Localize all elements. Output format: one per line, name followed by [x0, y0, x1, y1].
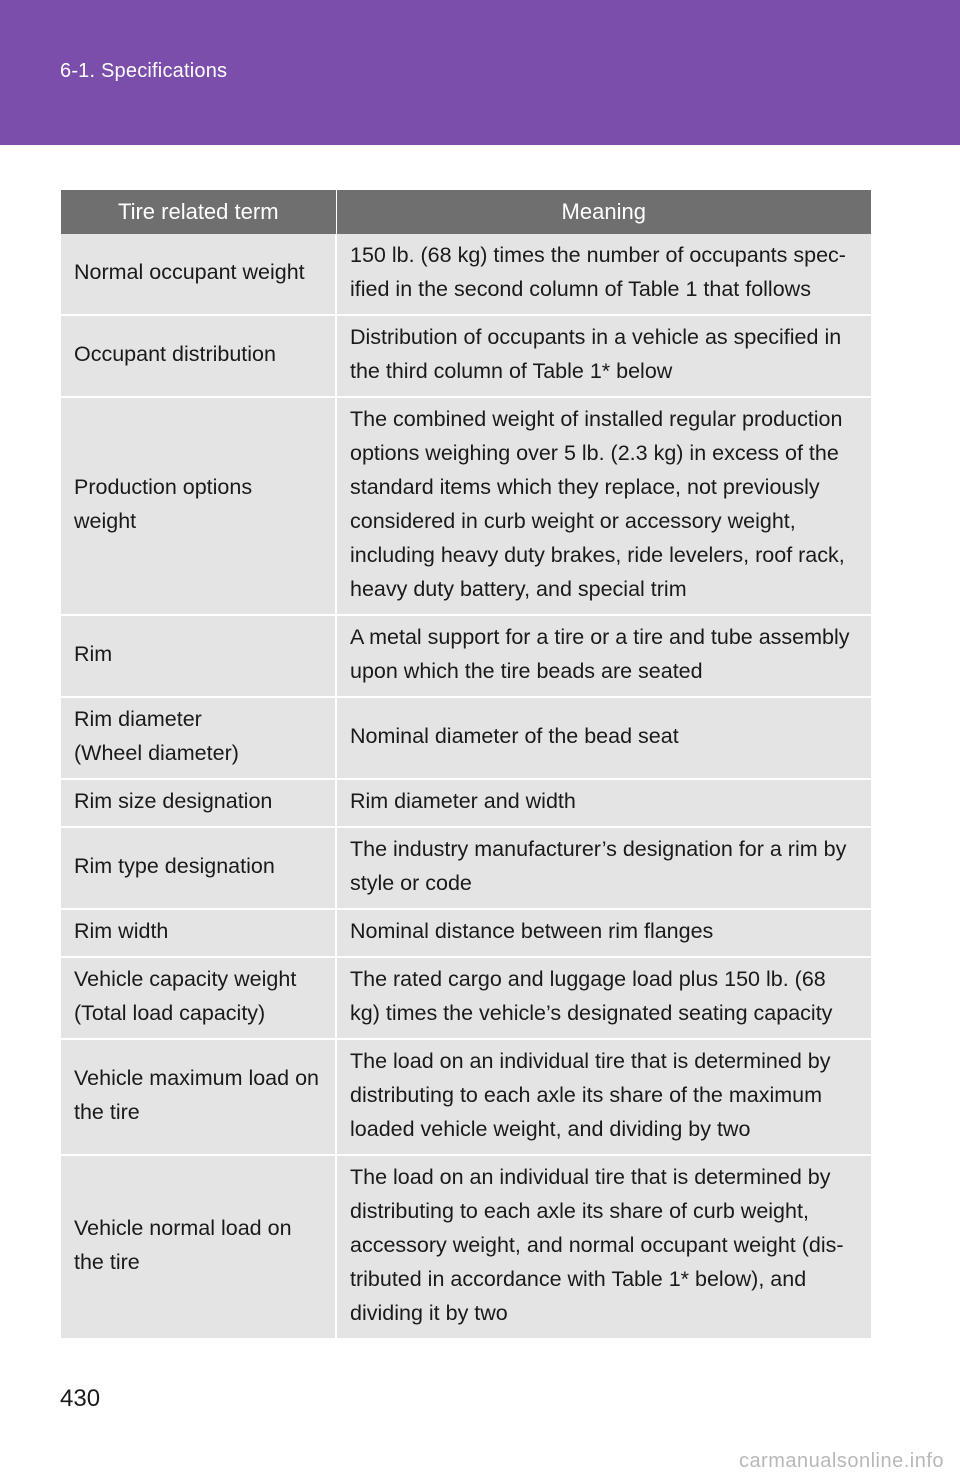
column-header-meaning: Meaning: [336, 190, 871, 234]
table-header-row: [61, 190, 871, 234]
term-cell: Occupant distribution: [61, 315, 336, 397]
meaning-cell: 150 lb. (68 kg) times the number of occupants spec-ified in the second column of Table 1 that follows: [336, 234, 871, 315]
term-cell: Vehicle normal load on the tire: [61, 1155, 336, 1339]
table-row: [61, 234, 871, 315]
table-row: [61, 779, 871, 827]
meaning-cell: The industry manufacturer’s designation for a rim by style or code: [336, 827, 871, 909]
meaning-cell: The rated cargo and luggage load plus 150 lb. (68 kg) times the vehicle’s designated seating capacity: [336, 957, 871, 1039]
table-row: [61, 615, 871, 697]
term-cell: Rim diameter (Wheel diameter): [61, 697, 336, 779]
table-row: [61, 397, 871, 615]
table-row: [61, 315, 871, 397]
table-row: [61, 909, 871, 957]
term-cell: Rim size designation: [61, 779, 336, 827]
term-cell: Rim width: [61, 909, 336, 957]
tire-terms-table: [61, 190, 871, 1340]
meaning-cell: Nominal distance between rim flanges: [336, 909, 871, 957]
meaning-cell: The load on an individual tire that is determined by distributing to each axle its share of the maximum loaded vehicle weight, and dividing by two: [336, 1039, 871, 1155]
term-cell: Production options weight: [61, 397, 336, 615]
term-cell: Vehicle maximum load on the tire: [61, 1039, 336, 1155]
term-cell: Normal occupant weight: [61, 234, 336, 315]
term-cell: Rim type designation: [61, 827, 336, 909]
table-row: [61, 697, 871, 779]
table-row: [61, 1039, 871, 1155]
column-header-term: Tire related term: [61, 190, 336, 234]
page-number: 430: [60, 1385, 101, 1412]
table-row: [61, 1155, 871, 1339]
watermark: carmanualsonline.info: [738, 1450, 944, 1472]
term-cell: Vehicle capacity weight (Total load capacity): [61, 957, 336, 1039]
meaning-cell: Nominal diameter of the bead seat: [336, 697, 871, 779]
meaning-cell: The combined weight of installed regular production options weighing over 5 lb. (2.3 kg) in excess of the standard items which they replace, not previously considered in curb weight or accessory weight, including heavy duty brakes, ride levelers, roof rack, heavy duty battery, and special trim: [336, 397, 871, 615]
term-cell: Rim: [61, 615, 336, 697]
meaning-cell: A metal support for a tire or a tire and tube assembly upon which the tire beads are seated: [336, 615, 871, 697]
section-title: 6-1. Specifications: [60, 60, 228, 82]
table-row: [61, 957, 871, 1039]
meaning-cell: Distribution of occupants in a vehicle as specified in the third column of Table 1* below: [336, 315, 871, 397]
meaning-cell: The load on an individual tire that is determined by distributing to each axle its share of curb weight, accessory weight, and normal occupant weight (dis-tributed in accordance with Table 1* below), and dividing it by two: [336, 1155, 871, 1339]
meaning-cell: Rim diameter and width: [336, 779, 871, 827]
table-row: [61, 827, 871, 909]
